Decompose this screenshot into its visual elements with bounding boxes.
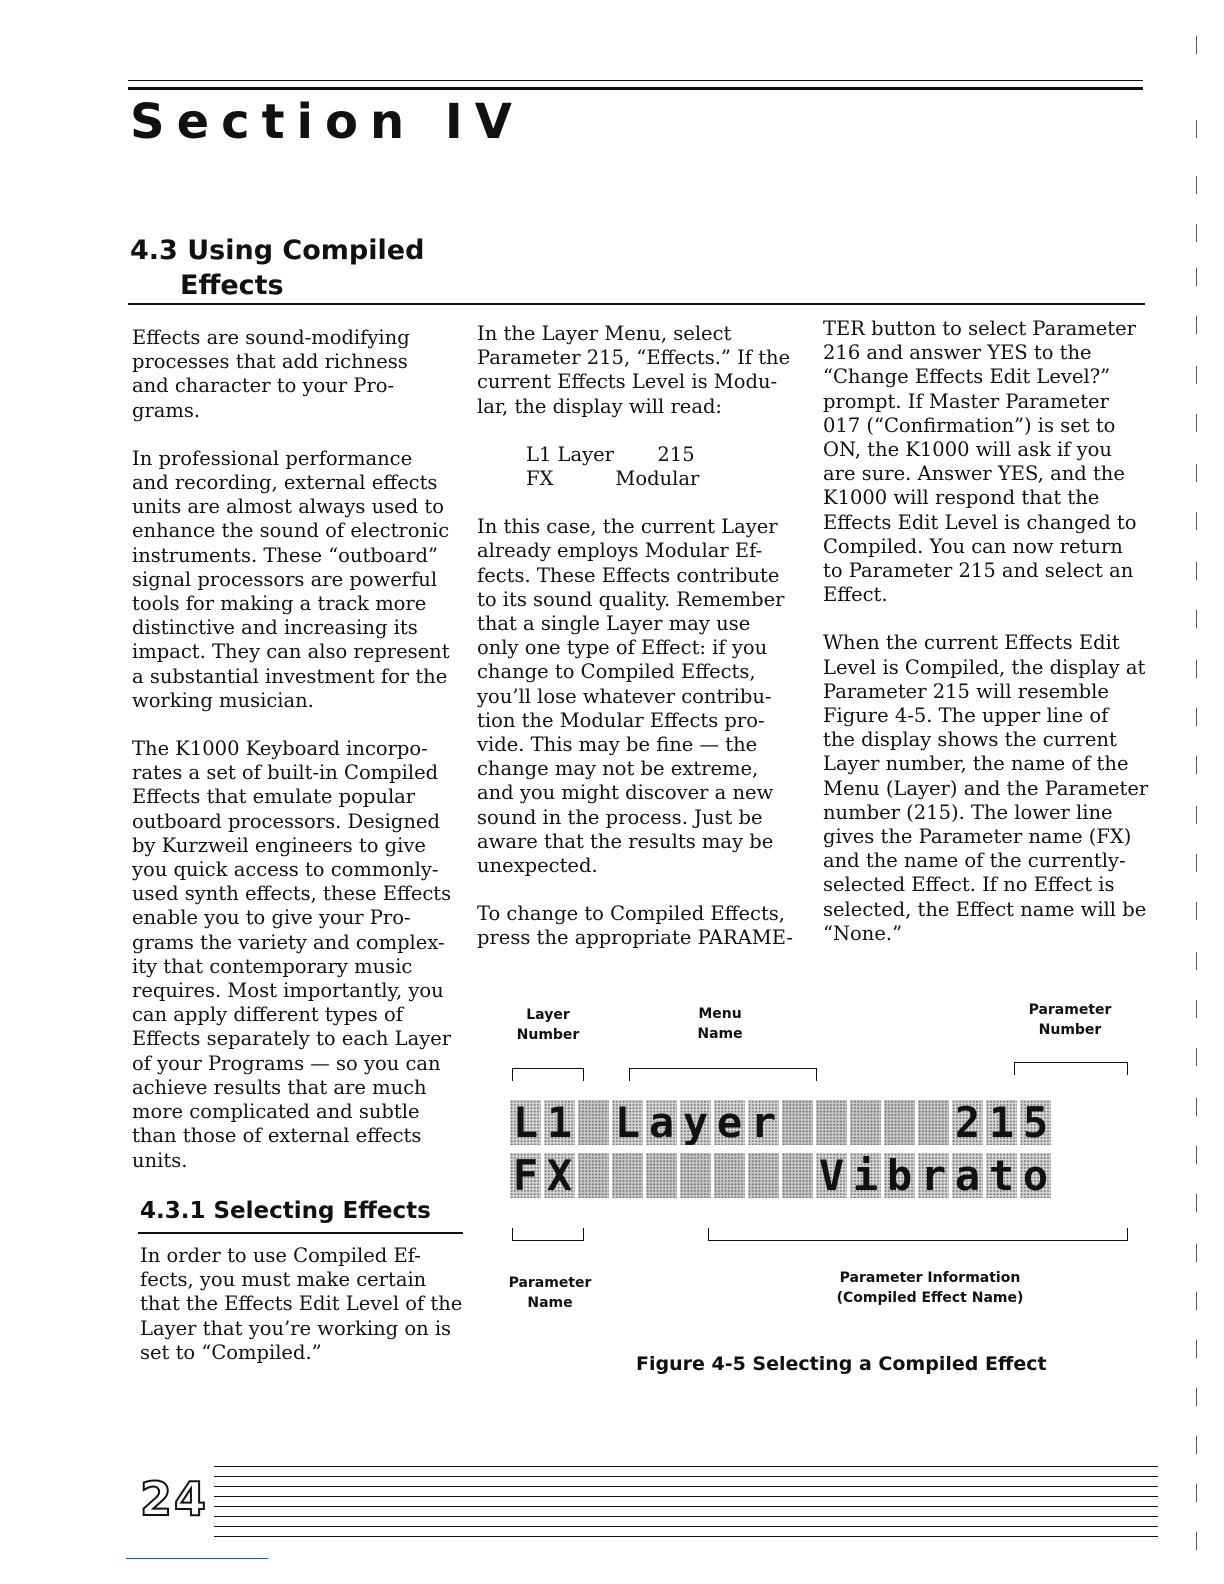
column-2 (477, 322, 807, 975)
subsection-body (140, 1244, 470, 1389)
lcd-cell (578, 1100, 609, 1145)
lcd-cell (748, 1100, 779, 1145)
lcd-char: b (886, 1153, 913, 1198)
lcd-cell (850, 1100, 881, 1145)
lcd-cell (748, 1153, 779, 1198)
col2-paragraph-1: In the Layer Menu, select Parameter 215, “Effects.” If the current Effects Level is Modu- lar, the display will read: (477, 322, 791, 418)
col2-paragraph-3: To change to Compiled Effects, press the appropriate PARAME- (477, 902, 793, 950)
label-parameter-number: Parameter Number (1028, 1002, 1112, 1038)
lcd-char: L (512, 1100, 539, 1145)
lcd-char: r (920, 1153, 947, 1198)
lcd-cell (782, 1100, 813, 1145)
lcd-row-1 (510, 1100, 1051, 1145)
bracket-parameter-info (708, 1228, 1128, 1241)
lcd-cell (952, 1100, 983, 1145)
lcd-cell (510, 1100, 541, 1145)
lcd-cell (612, 1100, 643, 1145)
subsection-title: 4.3.1 Selecting Effects (140, 1198, 431, 1224)
lcd-char: a (648, 1100, 675, 1145)
header-rule-top (128, 80, 1143, 81)
header-rule-bottom (128, 87, 1143, 90)
lcd-cell (1020, 1100, 1051, 1145)
lcd-char: 1 (546, 1100, 573, 1145)
page-number: 24 (140, 1472, 209, 1526)
lcd-cell (714, 1100, 745, 1145)
lcd-cell (986, 1153, 1017, 1198)
lcd-cell (816, 1100, 847, 1145)
lcd-row-2 (510, 1153, 1051, 1198)
figure-caption: Figure 4-5 Selecting a Compiled Effect (636, 1353, 1047, 1375)
bottom-link-line (126, 1558, 268, 1559)
display-line-1: L1 Layer 215 (526, 442, 695, 466)
display-example (526, 443, 807, 491)
label-parameter-name: Parameter Name (508, 1275, 592, 1311)
lcd-cell (884, 1153, 915, 1198)
lcd-char: L (614, 1100, 641, 1145)
col1-paragraph-3: The K1000 Keyboard incorpo- rates a set of built-in Compiled Effects that emulate popular outboard processors. Designed by Kurzweil engineers to give you quick access to commonly- used synth effects, these Effects enable you to give your Pro- grams the variety and complex- ity that contemporary music requires. Most importantly, you can apply different types of Effects separately to each Layer of your Programs — so you can achieve results that are much more complicated and subtle than those of external effects units. (132, 737, 452, 1172)
lcd-char: F (512, 1153, 539, 1198)
column-1 (132, 326, 467, 1197)
subsection-paragraph: In order to use Compiled Ef- fects, you must make certain that the Effects Edit Level of the Layer that you’re working on is set to “Compiled.” (140, 1244, 463, 1364)
bracket-layer-number (512, 1068, 584, 1081)
lcd-cell (714, 1153, 745, 1198)
lcd-char: V (818, 1153, 845, 1198)
lcd-char: X (546, 1153, 573, 1198)
lcd-cell (918, 1100, 949, 1145)
lcd-char: r (750, 1100, 777, 1145)
lcd-cell (680, 1153, 711, 1198)
lcd-char: i (852, 1153, 879, 1198)
lcd-cell (510, 1153, 541, 1198)
col1-paragraph-2: In professional performance and recording, external effects units are almost always used to enhance the sound of electronic instruments. These “outboard” signal processors are powerful tools for making a track more distinctive and increasing its impact. They can also represent a substantial investment for the working musician. (132, 446, 450, 712)
label-layer-number: Layer Number (516, 1007, 580, 1043)
lcd-cell (680, 1100, 711, 1145)
lcd-cell (646, 1153, 677, 1198)
heading-line1: 4.3 Using Compiled (130, 235, 425, 266)
lcd-cell (646, 1100, 677, 1145)
lcd-cell (612, 1153, 643, 1198)
subsection-rule (138, 1232, 463, 1234)
lcd-cell (544, 1100, 575, 1145)
lcd-cell (884, 1100, 915, 1145)
col3-paragraph-2: When the current Effects Edit Level is Compiled, the display at Parameter 215 will resemble Figure 4-5. The upper line of the display shows the current Layer number, the name of the Menu (Layer) and the Parameter number (215). The lower line gives the Parameter name (FX) and the name of the currently- selected Effect. If no Effect is selected, the Effect name will be “None.” (823, 631, 1149, 945)
bracket-parameter-number (1014, 1062, 1128, 1075)
lcd-cell (816, 1153, 847, 1198)
lcd-cell (1020, 1153, 1051, 1198)
col2-paragraph-2: In this case, the current Layer already employs Modular Ef- fects. These Effects contribute to its sound quality. Remember that a single Layer may use only one type of Effect: if you change to Compiled Effects, you’ll lose whatever contribu- tion the Modular Effects pro- vide. This may be fine — the change may not be extreme, and you might discover a new sound in the process. Just be aware that the results may be unexpected. (477, 515, 785, 878)
lcd-cell (952, 1153, 983, 1198)
lcd-cell (544, 1153, 575, 1198)
lcd-char: 5 (1022, 1100, 1049, 1145)
lcd-char: t (988, 1153, 1015, 1198)
lcd-cell (850, 1153, 881, 1198)
lcd-cell (782, 1153, 813, 1198)
lcd-cell (918, 1153, 949, 1198)
lcd-char: y (682, 1100, 709, 1145)
bracket-parameter-name (512, 1228, 584, 1241)
col1-paragraph-1: Effects are sound-modifying processes that add richness and character to your Pro- grams. (132, 326, 410, 422)
display-line-2: FX Modular (526, 467, 700, 491)
lcd-char: a (954, 1153, 981, 1198)
section-title: Section IV (130, 94, 524, 150)
lcd-cell (986, 1100, 1017, 1145)
bracket-menu-name (629, 1068, 817, 1081)
heading-rule (128, 303, 1145, 305)
lcd-char: 1 (988, 1100, 1015, 1145)
label-menu-name: Menu Name (697, 1006, 743, 1042)
lcd-char: e (716, 1100, 743, 1145)
lcd-display (510, 1100, 1051, 1206)
heading-line2: Effects (180, 270, 284, 301)
col3-paragraph-1: TER button to select Parameter 216 and answer YES to the “Change Effects Edit Level?” prompt. If Master Parameter 017 (“Confirmation”) is set to ON, the K1000 will ask if you are sure. Answer YES, and the K1000 will respond that the Effects Edit Level is changed to Compiled. You can now return to Parameter 215 and select an Effect. (823, 317, 1137, 607)
label-parameter-info: Parameter Information (Compiled Effect Name) (836, 1270, 1024, 1306)
column-3 (823, 317, 1163, 970)
lcd-char: 2 (954, 1100, 981, 1145)
lcd-char: o (1022, 1153, 1049, 1198)
lcd-cell (578, 1153, 609, 1198)
